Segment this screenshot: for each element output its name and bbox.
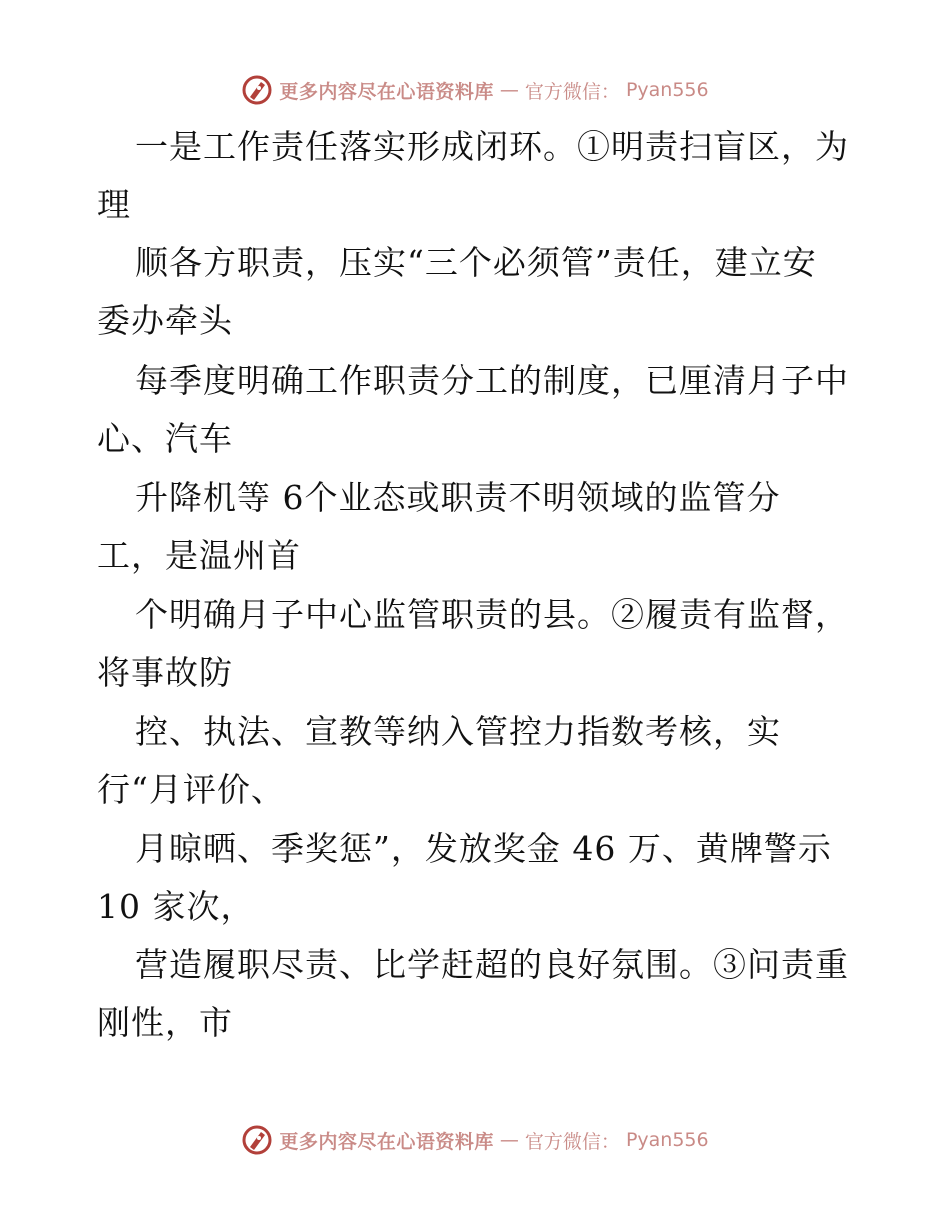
wechat-handle: Pyan556 <box>625 1129 709 1151</box>
body-line: 将事故防 <box>97 653 233 692</box>
body-line: 理 <box>97 185 131 224</box>
body-line: 顺各方职责，压实“三个必须管”责任，建立安 <box>135 243 817 282</box>
banner-text: 更多内容尽在心语资料库 <box>279 80 494 103</box>
pen-nib-circle-icon <box>241 74 273 106</box>
body-line: 一是工作责任落实形成闭环。①明责扫盲区，为 <box>135 127 849 166</box>
banner-separator: — <box>499 79 519 101</box>
body-line: 每季度明确工作职责分工的制度，已厘清月子中 <box>135 361 849 400</box>
banner-separator: — <box>499 1129 519 1151</box>
banner-text: 更多内容尽在心语资料库 <box>279 1130 494 1153</box>
wechat-handle: Pyan556 <box>625 79 709 101</box>
body-line: 月晾晒、季奖惩”，发放奖金 46 万、黄牌警示 <box>135 829 832 868</box>
body-line: 个明确月子中心监管职责的县。②履责有监督， <box>135 595 849 634</box>
wechat-label: 官方微信： <box>524 80 620 103</box>
body-line: 控、执法、宣教等纳入管控力指数考核，实 <box>135 712 781 751</box>
body-line: 心、汽车 <box>97 419 233 458</box>
body-line: 10 家次， <box>97 887 255 926</box>
footer-banner <box>0 1120 950 1160</box>
body-line: 刚性，市 <box>97 1003 233 1042</box>
body-line: 委办牵头 <box>97 301 233 340</box>
header-banner <box>0 70 950 110</box>
pen-nib-circle-icon <box>241 1124 273 1156</box>
body-line: 升降机等 6个业态或职责不明领域的监管分 <box>135 478 781 517</box>
body-line: 工，是温州首 <box>97 536 301 575</box>
body-line: 行“月评价、 <box>97 770 285 809</box>
wechat-label: 官方微信： <box>524 1130 620 1153</box>
body-line: 营造履职尽责、比学赶超的良好氛围。③问责重 <box>135 945 849 984</box>
